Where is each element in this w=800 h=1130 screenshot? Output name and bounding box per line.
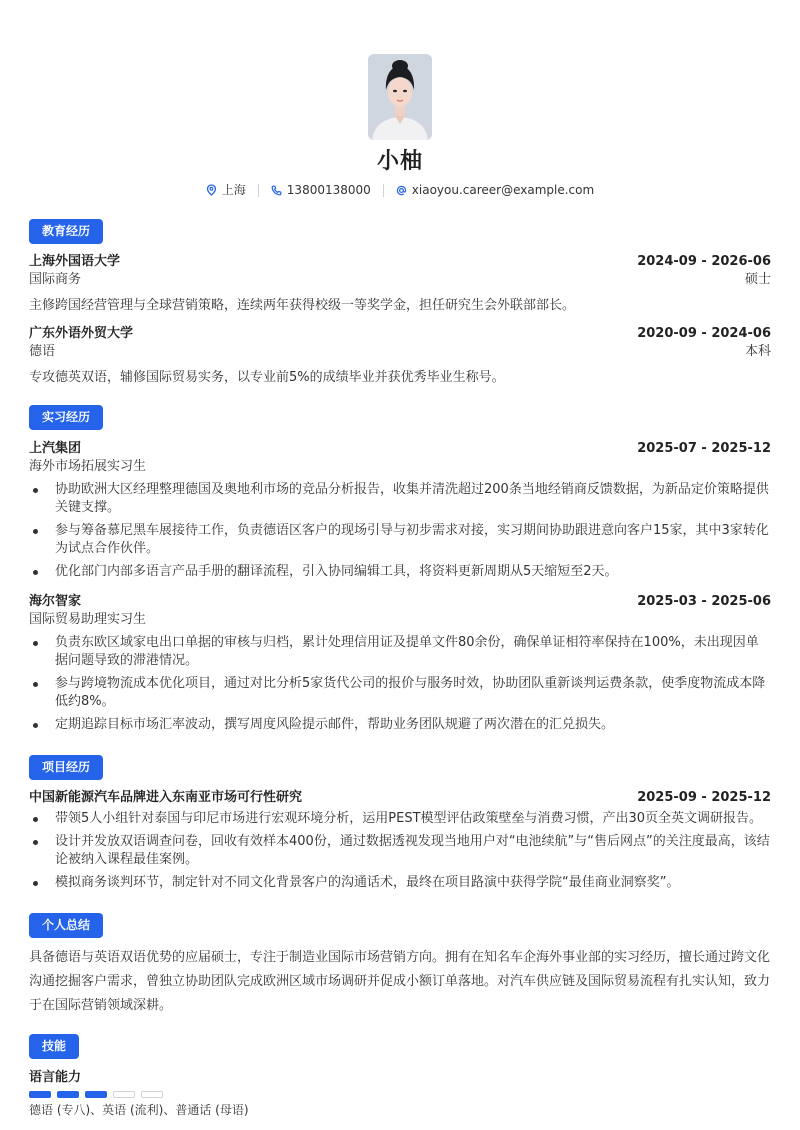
contact-divider (258, 184, 259, 197)
list-item: 设计并发放双语调查问卷，回收有效样本400份，通过数据透视发现当地用户对“电池续航”与“售后网点”的关注度最高，该结论被纳入课程最佳案例。 (29, 833, 771, 869)
list-item: 带领5人小组针对泰国与印尼市场进行宏观环境分析，运用PEST模型评估政策壁垒与消费习惯，产出30页全英文调研报告。 (29, 810, 771, 828)
level-bar-filled (85, 1091, 107, 1098)
skill-level-meter (29, 1091, 771, 1098)
list-item: 定期追踪目标市场汇率波动，撰写周度风险提示邮件，帮助业务团队规避了两次潜在的汇兑损失。 (29, 716, 771, 734)
degree: 硕士 (744, 272, 771, 287)
major: 德语 (29, 344, 56, 359)
company-name: 上汽集团 (29, 441, 82, 456)
list-item: 参与跨境物流成本优化项目，通过对比分析5家货代公司的报价与服务时效，协助团队重新谈判运费条款，使季度物流成本降低约8%。 (29, 675, 771, 711)
skill-item (29, 1069, 771, 1119)
level-bar-empty (141, 1091, 163, 1098)
summary-block (29, 946, 771, 1018)
contact-divider (383, 184, 384, 197)
project-item (29, 789, 771, 897)
section-heading-education: 教育经历 (29, 219, 103, 244)
list-item: 优化部门内部多语言产品手册的翻译流程，引入协同编辑工具，将资料更新周期从5天缩短至2天。 (29, 563, 771, 581)
school-name: 上海外国语大学 (29, 254, 121, 269)
education-description: 主修跨国经营管理与全球营销策略，连续两年获得校级一等奖学金，担任研究生会外联部部长。 (29, 298, 576, 313)
list-item: 模拟商务谈判环节，制定针对不同文化背景客户的沟通话术，最终在项目路演中获得学院“最佳商业洞察奖”。 (29, 874, 771, 892)
responsibility-list (29, 481, 771, 581)
contact-location (206, 182, 246, 198)
phone-text: 13800138000 (286, 183, 371, 197)
candidate-name: 小柚 (376, 149, 423, 174)
profile-photo (368, 54, 432, 140)
contact-info (0, 182, 800, 198)
section-heading-project: 项目经历 (29, 755, 103, 780)
date-range: 2025-07 - 2025-12 (637, 441, 771, 456)
date-range: 2020-09 - 2024-06 (637, 326, 771, 341)
degree: 本科 (744, 344, 771, 359)
date-range: 2025-03 - 2025-06 (637, 594, 771, 609)
section-heading-skills: 技能 (29, 1034, 79, 1059)
internship-item (29, 593, 771, 739)
list-item: 参与筹备慕尼黑车展接待工作，负责德语区客户的现场引导与初步需求对接，实习期间协助跟进意向客户15家，其中3家转化为试点合作伙伴。 (29, 522, 771, 558)
date-range: 2025-09 - 2025-12 (637, 790, 771, 805)
location-text: 上海 (221, 183, 246, 197)
level-bar-empty (113, 1091, 135, 1098)
contact-email (396, 182, 594, 198)
contact-phone (271, 182, 371, 198)
level-bar-filled (29, 1091, 51, 1098)
job-role: 海外市场拓展实习生 (29, 459, 147, 474)
project-bullet-list (29, 810, 771, 892)
education-item (29, 325, 771, 387)
responsibility-list (29, 634, 771, 734)
list-item: 负责东欧区域家电出口单据的审核与归档，累计处理信用证及提单文件80余份，确保单证相符率保持在100%，未出现因单据问题导致的滞港情况。 (29, 634, 771, 670)
skill-name: 语言能力 (29, 1070, 82, 1085)
resume-header (0, 54, 800, 198)
project-title: 中国新能源汽车品牌进入东南亚市场可行性研究 (29, 790, 303, 805)
skill-detail: 德语 (专八)、英语 (流利)、普通话 (母语) (29, 1103, 249, 1117)
education-description: 专攻德英双语，辅修国际贸易实务，以专业前5%的成绩毕业并获优秀毕业生称号。 (29, 370, 505, 385)
education-item (29, 253, 771, 315)
internship-item (29, 440, 771, 586)
job-role: 国际贸易助理实习生 (29, 612, 147, 627)
major: 国际商务 (29, 272, 82, 287)
at-sign-icon (396, 185, 407, 196)
company-name: 海尔智家 (29, 594, 82, 609)
date-range: 2024-09 - 2026-06 (637, 254, 771, 269)
section-heading-summary: 个人总结 (29, 913, 103, 938)
map-pin-icon (206, 184, 217, 196)
email-text[interactable]: xiaoyou.career@example.com (411, 183, 595, 197)
level-bar-filled (57, 1091, 79, 1098)
list-item: 协助欧洲大区经理整理德国及奥地利市场的竞品分析报告，收集并清洗超过200条当地经销商反馈数据，为新品定价策略提供关键支撑。 (29, 481, 771, 517)
school-name: 广东外语外贸大学 (29, 326, 134, 341)
portrait-image-icon (368, 54, 432, 140)
summary-text: 具备德语与英语双语优势的应届硕士，专注于制造业国际市场营销方向。拥有在知名车企海外事业部的实习经历，擅长通过跨文化沟通挖掘客户需求，曾独立协助团队完成欧洲区域市场调研并促成小额订单落地。对汽车供应链及国际贸易流程有扎实认知，致力于在国际营销领域深耕。 (29, 950, 771, 1013)
phone-icon (271, 185, 282, 196)
section-heading-internship: 实习经历 (29, 405, 103, 430)
